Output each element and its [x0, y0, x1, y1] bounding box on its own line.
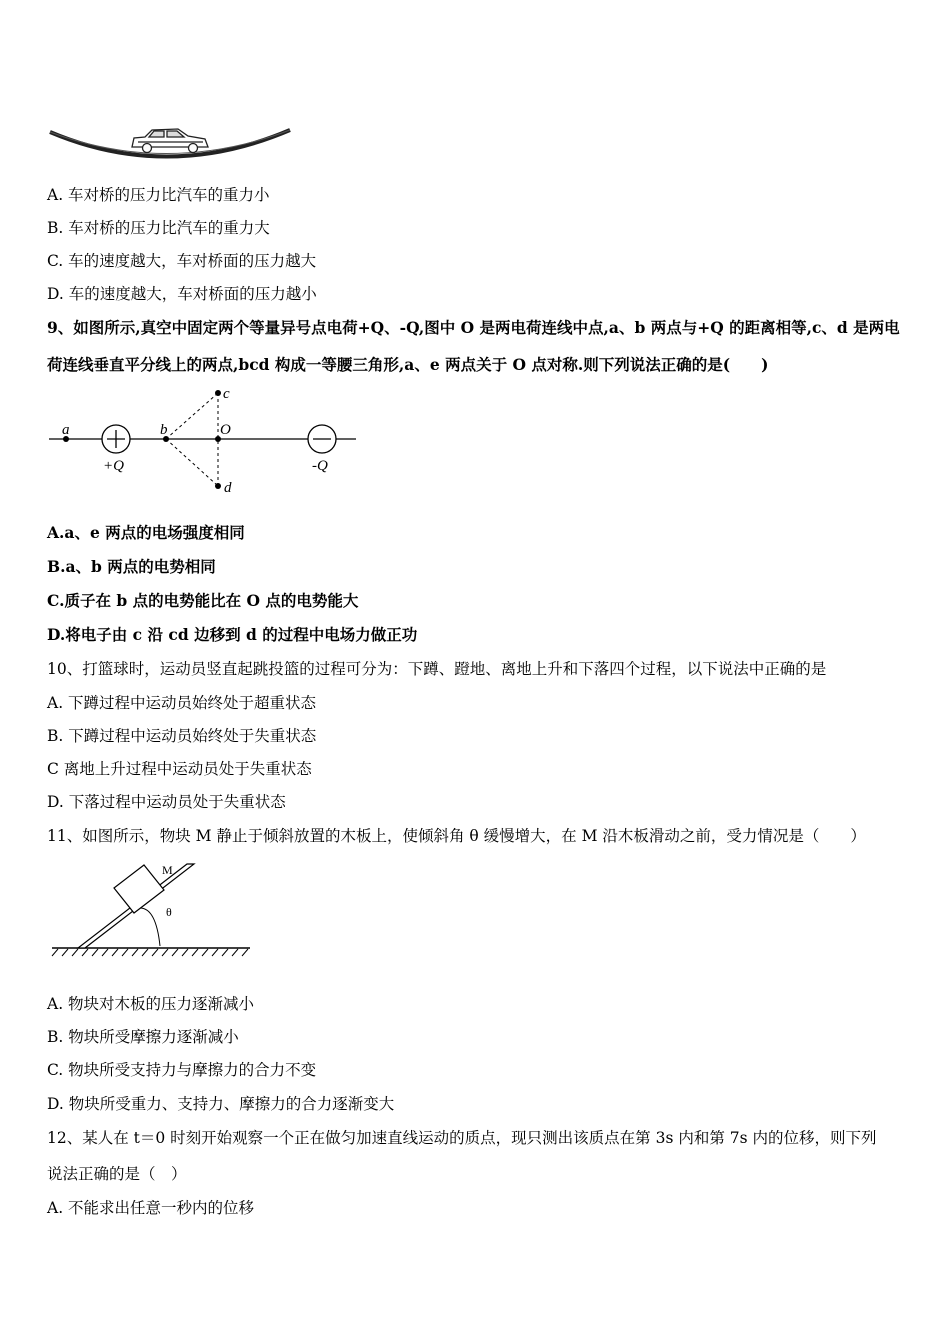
label-m: M: [162, 863, 173, 877]
q11-option-b: B. 物块所受摩擦力逐渐减小: [47, 1028, 239, 1046]
label-neg-q: -Q: [312, 458, 328, 474]
q8-option-d: D. 车的速度越大，车对桥面的压力越小: [47, 285, 317, 303]
label-d: d: [224, 480, 232, 496]
q10-option-c: C 离地上升过程中运动员处于失重状态: [47, 760, 312, 778]
label-o: O: [220, 422, 231, 438]
label-a: a: [62, 422, 70, 438]
q12-option-a: A. 不能求出任意一秒内的位移: [47, 1199, 255, 1217]
charges-figure: [44, 382, 364, 500]
q9-option-a: A.a、e 两点的电场强度相同: [47, 523, 245, 542]
positive-charge-icon: [102, 425, 130, 453]
q11-option-c: C. 物块所受支持力与摩擦力的合力不变: [47, 1061, 317, 1079]
point-c: [215, 390, 221, 396]
theta-arc: [140, 908, 160, 946]
q9-stem-line2: 荷连线垂直平分线上的两点,bcd 构成一等腰三角形,a、e 两点关于 O 点对称.则下列说法正确的是( ): [47, 355, 769, 374]
q10-stem: 10、打篮球时，运动员竖直起跳投篮的过程可分为：下蹲、蹬地、离地上升和下落四个过程，以下说法中正确的是: [47, 660, 827, 678]
label-theta: θ: [166, 905, 172, 919]
q11-option-a: A. 物块对木板的压力逐渐减小: [47, 995, 255, 1013]
label-b: b: [160, 422, 168, 438]
incline-figure: [48, 858, 254, 960]
q8-option-c: C. 车的速度越大，车对桥面的压力越大: [47, 252, 317, 270]
q9-option-b: B.a、b 两点的电势相同: [47, 557, 216, 576]
q8-option-b: B. 车对桥的压力比汽车的重力大: [47, 219, 270, 237]
car-icon: [132, 129, 208, 153]
q9-option-d: D.将电子由 c 沿 cd 边移到 d 的过程中电场力做正功: [47, 625, 418, 644]
q11-stem: 11、如图所示，物块 M 静止于倾斜放置的木板上，使倾斜角 θ 缓慢增大，在 M 沿木板滑动之前，受力情况是（ ）: [47, 827, 866, 845]
label-pos-q: +Q: [103, 458, 124, 474]
q12-stem-line1: 12、某人在 t＝0 时刻开始观察一个正在做匀加速直线运动的质点，现只测出该质点在第 3s 内和第 7s 内的位移，则下列: [47, 1129, 877, 1147]
q11-option-d: D. 物块所受重力、支持力、摩擦力的合力逐渐变大: [47, 1095, 395, 1113]
q12-stem-line2: 说法正确的是（ ）: [47, 1165, 187, 1183]
q9-stem-line1: 9、如图所示,真空中固定两个等量异号点电荷+Q、-Q,图中 O 是两电荷连线中点,a、b 两点与+Q 的距离相等,c、d 是两电: [47, 318, 900, 337]
q10-option-b: B. 下蹲过程中运动员始终处于失重状态: [47, 727, 317, 745]
point-d: [215, 483, 221, 489]
block-m: [114, 865, 164, 913]
car-bridge-figure: [48, 120, 294, 162]
label-c: c: [223, 386, 230, 402]
q10-option-a: A. 下蹲过程中运动员始终处于超重状态: [47, 694, 317, 712]
q9-option-c: C.质子在 b 点的电势能比在 O 点的电势能大: [47, 591, 359, 610]
q10-option-d: D. 下落过程中运动员处于失重状态: [47, 793, 286, 811]
q8-option-a: A. 车对桥的压力比汽车的重力小: [47, 186, 270, 204]
negative-charge-icon: [308, 425, 336, 453]
